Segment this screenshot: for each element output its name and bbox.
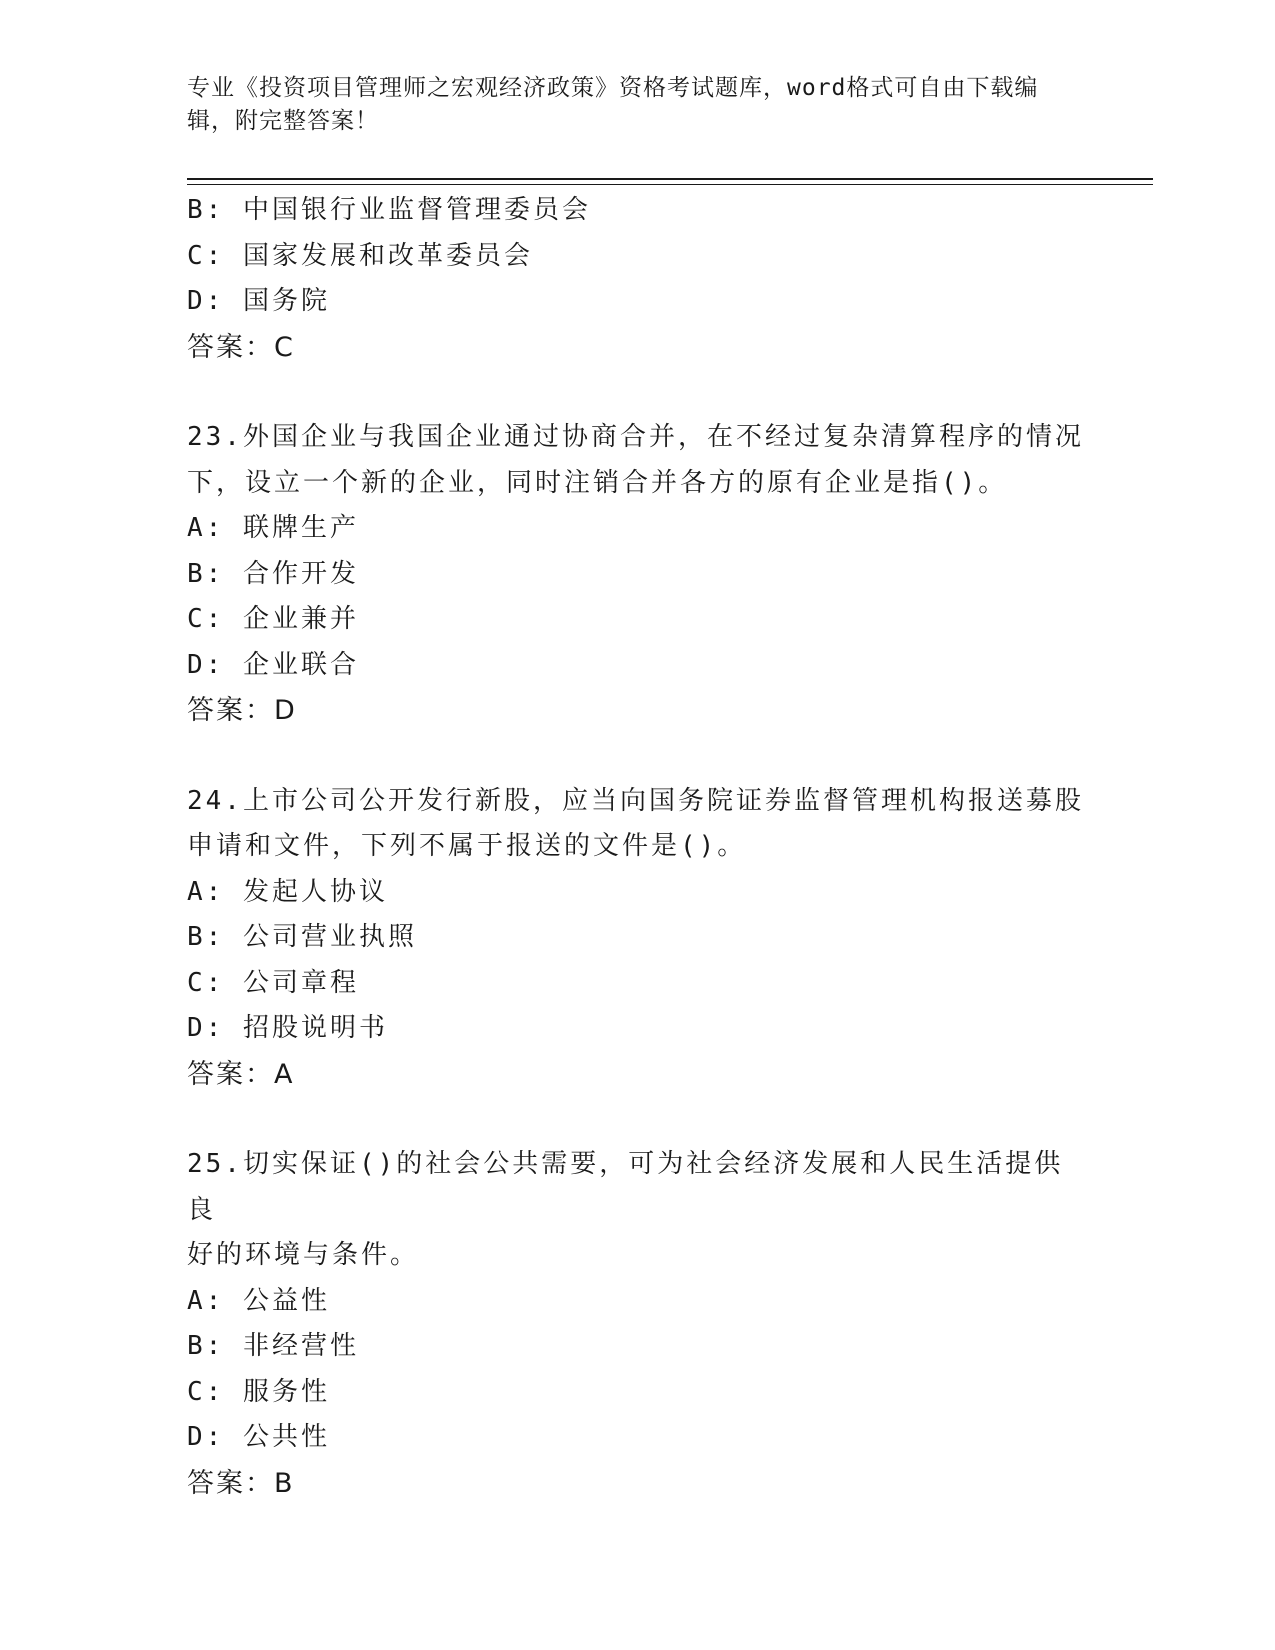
document-header (187, 72, 1067, 138)
option-d: D: 国务院 (187, 286, 330, 316)
option-c: C: 公司章程 (187, 967, 359, 998)
question-fragment-22 (187, 188, 1087, 370)
option-b: B: 公司营业执照 (187, 922, 417, 952)
option-c: C: 企业兼并 (187, 604, 359, 634)
question-stem-line-1: 23.外国企业与我国企业通过协商合并，在不经过复杂清算程序的情况 (187, 422, 1084, 452)
header-line-2: 辑，附完整答案！ (187, 108, 379, 134)
option-a: A: 发起人协议 (187, 876, 388, 907)
question-stem-line-1: 25.切实保证()的社会公共需要，可为社会经济发展和人民生活提供良 (187, 1149, 1064, 1225)
option-d: D: 公共性 (187, 1422, 330, 1452)
document-body (187, 188, 1087, 1506)
option-b: B: 中国银行业监督管理委员会 (187, 195, 591, 225)
question-stem-line-2: 好的环境与条件。 (187, 1240, 420, 1270)
option-a: A: 联牌生产 (187, 513, 359, 543)
question-stem-line-2: 申请和文件，下列不属于报送的文件是()。 (187, 831, 747, 861)
answer-line: 答案：B (187, 1467, 295, 1499)
option-c: C: 国家发展和改革委员会 (187, 240, 533, 271)
answer-line: 答案：C (187, 331, 295, 363)
question-23 (187, 415, 1087, 734)
option-b: B: 非经营性 (187, 1331, 359, 1361)
option-b: B: 合作开发 (187, 558, 359, 589)
header-line-1: 专业《投资项目管理师之宏观经济政策》资格考试题库，word格式可自由下载编 (187, 75, 1039, 101)
answer-line: 答案：A (187, 1058, 295, 1090)
header-divider-thin (187, 184, 1153, 185)
question-stem-line-1: 24.上市公司公开发行新股，应当向国务院证券监督管理机构报送募股 (187, 785, 1084, 816)
header-divider-thick (187, 178, 1153, 180)
question-stem-line-2: 下，设立一个新的企业，同时注销合并各方的原有企业是指()。 (187, 467, 1008, 498)
question-25 (187, 1142, 1087, 1506)
option-d: D: 企业联合 (187, 649, 359, 680)
option-c: C: 服务性 (187, 1376, 330, 1407)
question-24 (187, 779, 1087, 1098)
option-d: D: 招股说明书 (187, 1013, 388, 1043)
answer-line: 答案：D (187, 695, 297, 726)
option-a: A: 公益性 (187, 1285, 330, 1316)
